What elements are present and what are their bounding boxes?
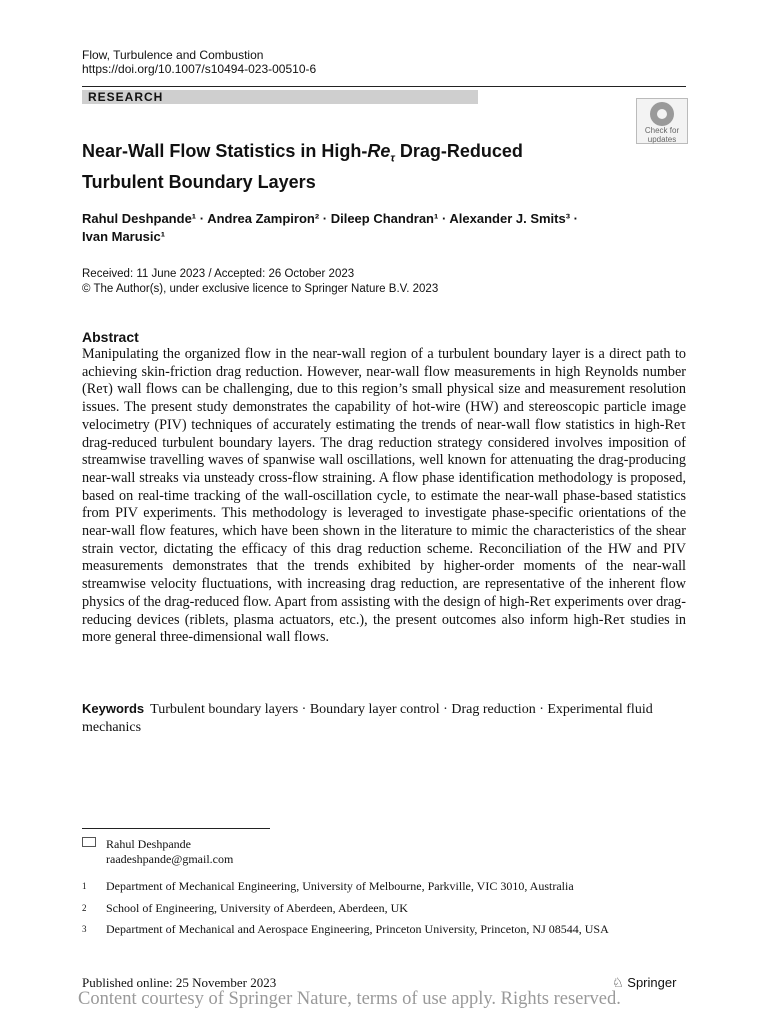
authors-line1: Rahul Deshpande¹ · Andrea Zampiron² · Dileep Chandran¹ · Alexander J. Smits³ · — [82, 211, 578, 226]
copyright-notice: © The Author(s), under exclusive licence to Springer Nature B.V. 2023 — [82, 283, 439, 295]
springer-logo — [612, 975, 676, 991]
journal-name: Flow, Turbulence and Combustion — [82, 48, 264, 62]
title-line1-pre: Near-Wall Flow Statistics in High- — [82, 141, 368, 161]
affiliation-number: 1 — [82, 881, 87, 891]
journal-header — [82, 48, 316, 76]
publisher-name: Springer — [627, 975, 677, 990]
header-rule — [82, 86, 686, 87]
section-label: RESEARCH — [88, 90, 164, 104]
title-line2: Turbulent Boundary Layers — [82, 171, 316, 192]
affiliation-text: Department of Mechanical and Aerospace Engineering, Princeton University, Princeton, NJ 08544, USA — [106, 922, 609, 936]
keywords-label: Keywords — [82, 701, 145, 716]
affiliation-2 — [82, 901, 682, 916]
footnote-rule — [82, 828, 270, 829]
received-accepted: Received: 11 June 2023 / Accepted: 26 October 2023 — [82, 268, 355, 280]
affiliation-1 — [82, 879, 682, 894]
authors-line2: Ivan Marusic¹ — [82, 229, 166, 244]
corresponding-author — [82, 837, 233, 867]
title-line1-post: Drag-Reduced — [394, 141, 523, 161]
title-tau: τ — [390, 152, 395, 165]
published-online: Published online: 25 November 2023 — [82, 975, 277, 990]
doi-link[interactable]: https://doi.org/10.1007/s10494-023-00510-6 — [82, 62, 317, 76]
abstract-heading: Abstract — [82, 329, 139, 345]
courtesy-notice: Content courtesy of Springer Nature, terms of use apply. Rights reserved. — [78, 989, 621, 1009]
check-updates-icon — [650, 102, 674, 126]
affiliation-3 — [82, 922, 682, 937]
keywords-section — [82, 700, 686, 737]
keywords-list: Turbulent boundary layers · Boundary layer control · Drag reduction · Experimental fluid mechanics — [82, 702, 653, 735]
springer-horse-icon: ♘ — [612, 975, 624, 990]
paper-title — [82, 140, 622, 194]
badge-line1: Check for — [644, 126, 680, 135]
affiliation-number: 2 — [82, 903, 87, 913]
envelope-icon — [82, 837, 96, 847]
title-re: Re — [367, 141, 391, 161]
check-for-updates-badge[interactable] — [636, 98, 688, 144]
author-list — [82, 210, 682, 246]
badge-line2: updates — [647, 135, 677, 144]
publication-dates — [82, 267, 438, 297]
affiliation-text: School of Engineering, University of Aberdeen, Aberdeen, UK — [106, 901, 408, 915]
affiliation-number: 3 — [82, 924, 87, 934]
corresponding-email[interactable]: raadeshpande@gmail.com — [106, 852, 234, 866]
abstract-body: Manipulating the organized flow in the near-wall region of a turbulent boundary layer is a direct path to achieving skin-friction drag reduction. However, near-wall flow measurements in high Reynolds number (Reτ) wall flows can be challenging, due to this region’s small physical size and measurement resolution issues. The present study demonstrates the capability of hot-wire (HW) and stereoscopic particle image velocimetry (PIV) techniques of accurately estimating the trends of near-wall flow statistics in high-Reτ drag-reduced turbulent boundary layers. The drag reduction strategy considered involves imposition of streamwise travelling waves of spanwise wall oscillations, well known for attenuating the drag-producing near-wall streaks via unsteady cross-flow straining. A flow phase identification methodology is proposed, based on real-time tracking of the wall-oscillation cycle, to estimate the near-wall phase-based statistics from PIV experiments. This methodology is leveraged to investigate phase-specific orientations of the near-wall flow features, which have been shown in the literature to mimic the characteristics of the shear strain vector, dictating the efficacy of this drag reduction scheme. Reconciliation of the HW and PIV measurements demonstrates that the trends exhibited by higher-order moments of the near-wall streamwise velocity fluctuations, with increasing drag reduction, are representative of the inherent flow physics of the drag-reduced flow. Apart from assisting with the design of high-Reτ experiments over drag-reducing devices (riblets, plasma actuators, etc.), the present outcomes also inform high-Reτ studies in more general three-dimensional wall flows. — [82, 346, 686, 646]
corresponding-name: Rahul Deshpande — [106, 837, 191, 851]
affiliation-text: Department of Mechanical Engineering, University of Melbourne, Parkville, VIC 3010, Australia — [106, 879, 574, 893]
